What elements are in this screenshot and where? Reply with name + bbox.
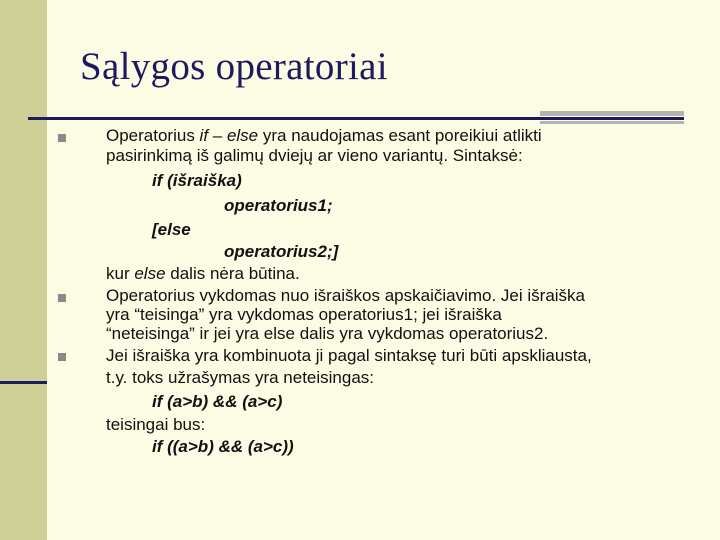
title-rule-accent-bottom — [540, 121, 684, 124]
code-line: operatorius2;] — [224, 242, 339, 261]
bullet3-line1: Jei išraiška yra kombinuota ji pagal sintaksę turi būti apskliausta, — [106, 346, 592, 365]
code-line: operatorius1; — [224, 196, 333, 215]
bullet-marker — [58, 294, 66, 302]
code-line: [else — [152, 220, 191, 239]
keyword: else — [134, 264, 166, 283]
bullet1-line2: pasirinkimą iš galimų dviejų ar vieno variantų. Sintaksė: — [106, 146, 523, 165]
side-stripe — [0, 0, 47, 540]
title-rule — [28, 117, 684, 120]
text: yra naudojamas esant poreikiui atlikti — [258, 126, 542, 145]
bullet2-line2: yra “teisinga” yra vykdomas operatorius1; jei išraiška — [106, 305, 502, 324]
bullet2-line1: Operatorius vykdomas nuo išraiškos apskaičiavimo. Jei išraiška — [106, 286, 586, 305]
keyword: if – else — [199, 126, 259, 145]
bullet3-line2: t.y. toks užrašymas yra neteisingas: — [106, 368, 375, 387]
code-line: if (a>b) && (a>c) — [152, 392, 283, 411]
bullet-marker — [58, 134, 66, 142]
bullet1-line1 — [106, 126, 542, 146]
bullet-marker — [58, 353, 66, 361]
slide-title: Sąlygos operatoriai — [80, 45, 388, 88]
title-rule-accent-top — [540, 111, 684, 116]
text: kur — [106, 264, 135, 283]
side-stripe-line — [0, 381, 47, 384]
bullet1-note — [106, 264, 300, 284]
bullet2-line3: “neteisinga” ir jei yra else dalis yra vykdomas operatorius2. — [106, 324, 549, 343]
code-line: if ((a>b) && (a>c)) — [152, 437, 294, 456]
text: Operatorius — [106, 126, 200, 145]
code-line: if (išraiška) — [152, 171, 242, 190]
text: dalis nėra būtina. — [165, 264, 300, 283]
bullet3-line3: teisingai bus: — [106, 415, 206, 434]
